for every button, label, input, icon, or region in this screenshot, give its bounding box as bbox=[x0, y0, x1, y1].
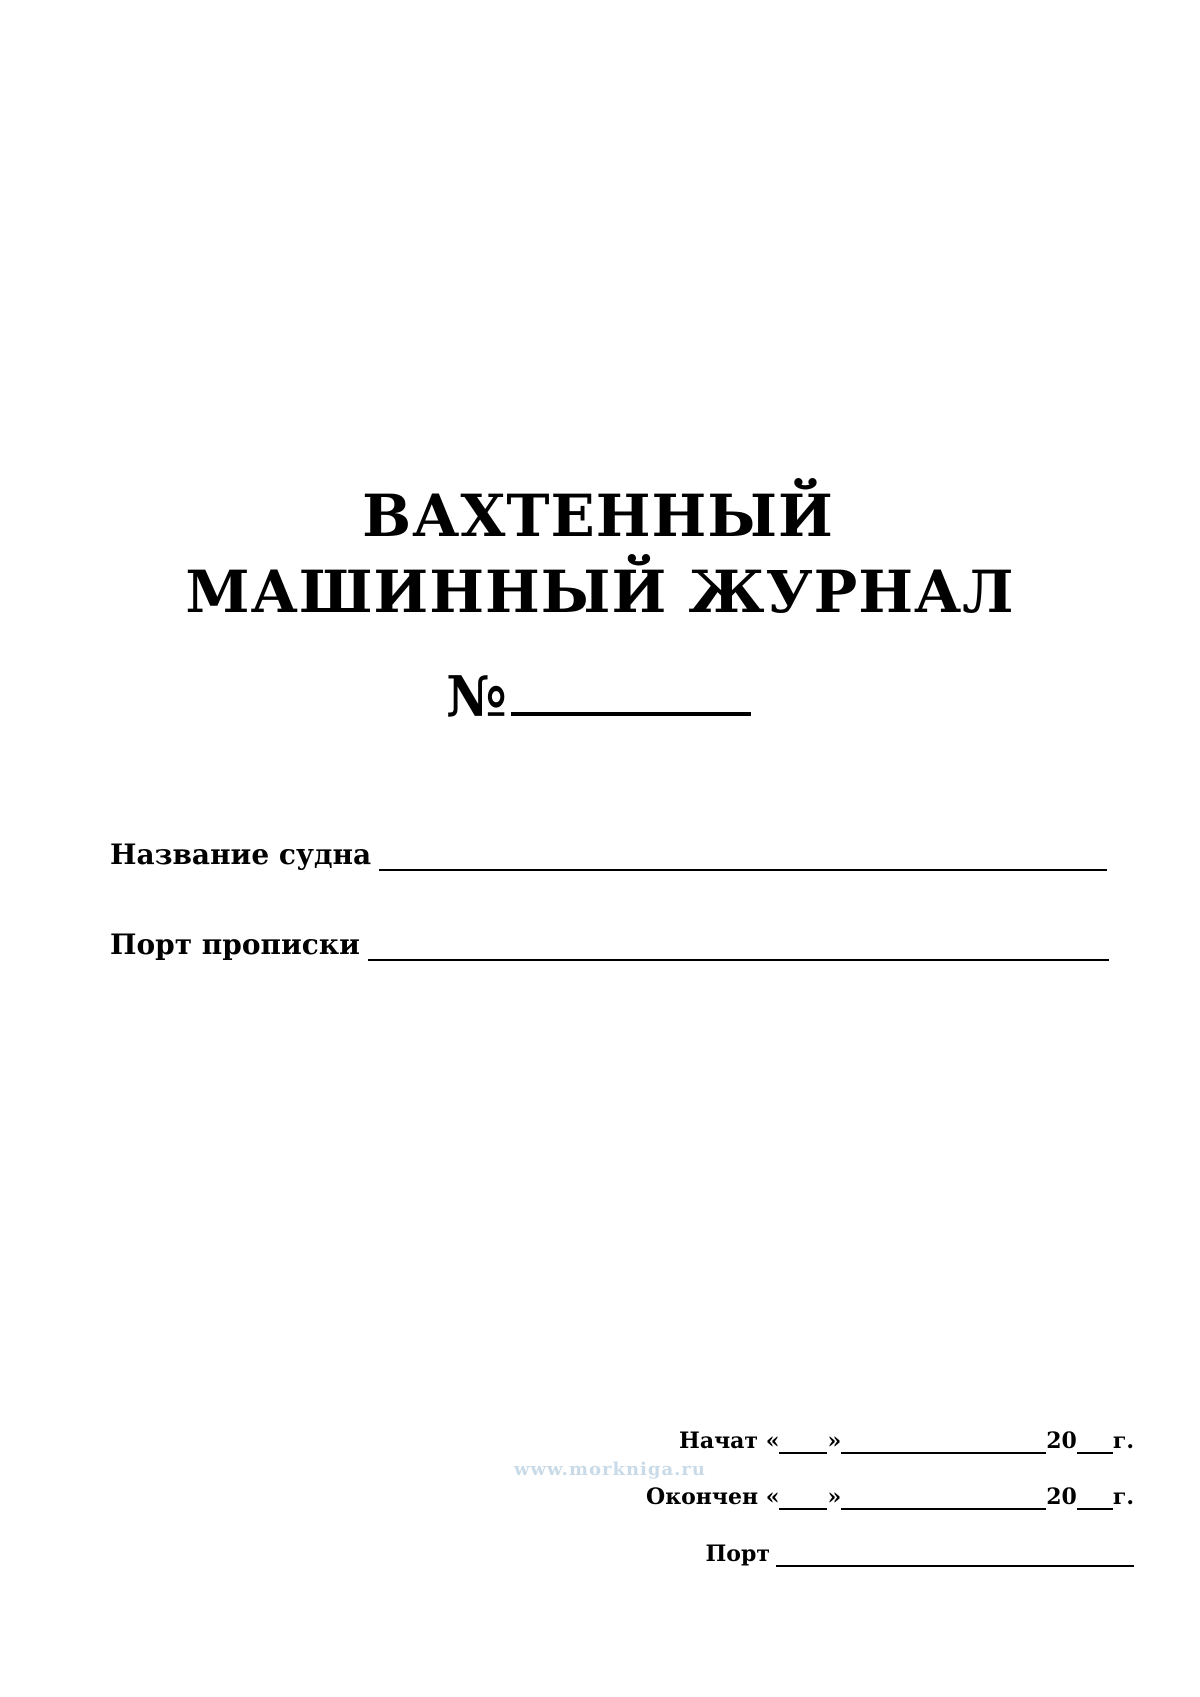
ended-century: 20 bbox=[1046, 1484, 1077, 1510]
started-close-quote: » bbox=[827, 1428, 842, 1454]
home-port-label: Порт прописки bbox=[110, 928, 360, 961]
home-port-blank-line bbox=[368, 935, 1109, 961]
port-field bbox=[706, 1541, 1134, 1567]
ended-year-suffix: г. bbox=[1112, 1484, 1134, 1510]
started-day-blank bbox=[779, 1434, 827, 1454]
started-month-blank bbox=[841, 1434, 1046, 1454]
started-year-suffix: г. bbox=[1112, 1428, 1134, 1454]
started-century: 20 bbox=[1046, 1428, 1077, 1454]
ended-year-blank bbox=[1077, 1490, 1113, 1510]
started-label: Начат « bbox=[679, 1428, 780, 1454]
home-port-field bbox=[110, 928, 1109, 961]
title-block bbox=[0, 478, 1200, 630]
number-blank-line bbox=[511, 660, 751, 716]
number-label: № bbox=[446, 664, 507, 730]
journal-number bbox=[446, 660, 751, 732]
ship-name-field bbox=[110, 838, 1107, 871]
ship-name-blank-line bbox=[379, 845, 1107, 871]
ended-month-blank bbox=[841, 1490, 1046, 1510]
port-label: Порт bbox=[705, 1541, 770, 1567]
ship-name-label: Название судна bbox=[110, 838, 372, 871]
title-line-1: ВАХТЕННЫЙ bbox=[362, 482, 834, 550]
ended-date-field bbox=[646, 1484, 1134, 1510]
started-year-blank bbox=[1077, 1434, 1113, 1454]
title-line-2: МАШИННЫЙ ЖУРНАЛ bbox=[185, 558, 1015, 626]
ended-day-blank bbox=[779, 1490, 827, 1510]
started-date-field bbox=[679, 1428, 1134, 1454]
ended-label: Окончен « bbox=[646, 1484, 780, 1510]
watermark: www.morkniga.ru bbox=[514, 1459, 706, 1480]
port-blank-line bbox=[776, 1547, 1134, 1567]
ended-close-quote: » bbox=[827, 1484, 842, 1510]
